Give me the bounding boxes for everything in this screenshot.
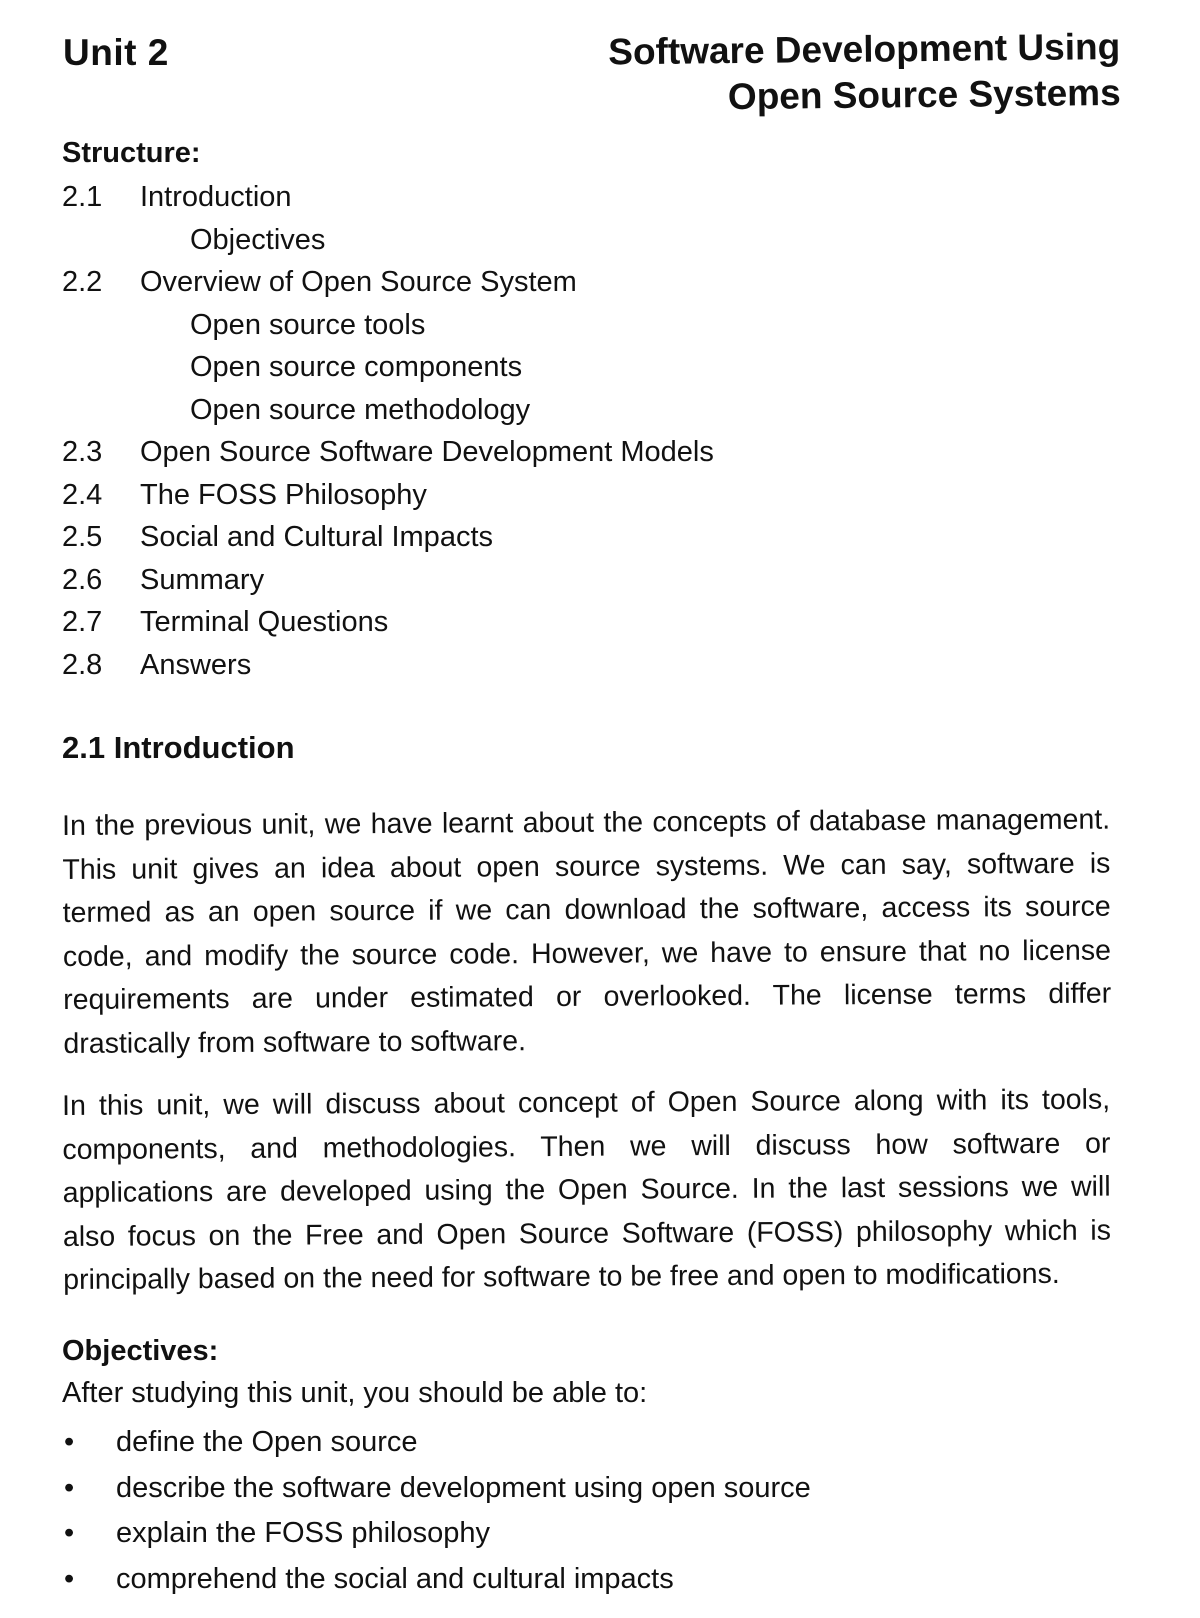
- toc-number: 2.4: [62, 478, 103, 511]
- toc-label: Open source components: [190, 351, 523, 383]
- toc-item: [62, 431, 714, 474]
- toc-label: Open Source Software Development Models: [140, 436, 714, 468]
- toc-label: The FOSS Philosophy: [140, 478, 427, 511]
- toc-label: Open source methodology: [190, 393, 531, 426]
- bullet-icon: •: [64, 1517, 75, 1549]
- introduction-paragraph-2: In this unit, we will discuss about concept of Open Source along with its tools, components, and methodologies. Then we will discuss how software or applications are developed using the Open Source. In the last sessions we will also focus on the Free and Open Source Software (FOSS) philosophy which is principally based on the need for software to be free and open to modifications.: [62, 1083, 1112, 1296]
- toc-item: [62, 559, 714, 602]
- bullet-icon: •: [64, 1562, 75, 1595]
- toc-number: 2.7: [62, 606, 103, 638]
- toc-subitem: [62, 346, 714, 389]
- toc-label: Answers: [140, 648, 252, 681]
- toc-item: [62, 644, 714, 687]
- unit-label: Unit 2: [63, 32, 169, 73]
- toc-item: [62, 474, 714, 517]
- unit-title-line-1: Software Development Using: [608, 25, 1121, 73]
- toc-item: [62, 601, 714, 644]
- toc-subitem: [62, 219, 714, 262]
- list-item: [62, 1466, 811, 1512]
- table-of-contents: [62, 176, 714, 686]
- objective-text: comprehend the social and cultural impacts: [116, 1562, 674, 1595]
- objective-text: explain the FOSS philosophy: [116, 1517, 490, 1549]
- bullet-icon: •: [64, 1426, 75, 1458]
- toc-number: 2.2: [62, 266, 103, 298]
- toc-label: Terminal Questions: [140, 606, 389, 638]
- list-item: [62, 1420, 811, 1466]
- unit-title: [608, 24, 1121, 121]
- objective-text: describe the software development using open source: [116, 1471, 811, 1504]
- toc-item: [62, 516, 714, 559]
- toc-number: 2.3: [62, 436, 103, 468]
- toc-label: Summary: [140, 563, 265, 596]
- introduction-heading: 2.1 Introduction: [62, 730, 295, 765]
- toc-label: Social and Cultural Impacts: [140, 521, 493, 553]
- toc-subitem: [62, 304, 714, 347]
- toc-label: Objectives: [190, 223, 326, 256]
- toc-number: 2.5: [62, 521, 103, 553]
- toc-item: [62, 176, 714, 219]
- toc-number: 2.8: [62, 648, 103, 681]
- toc-item: [62, 261, 714, 304]
- toc-label: Overview of Open Source System: [140, 266, 577, 298]
- structure-heading: Structure:: [62, 137, 201, 169]
- toc-number: 2.6: [62, 563, 103, 596]
- list-item: [62, 1557, 811, 1603]
- toc-number: 2.1: [62, 181, 103, 213]
- objectives-intro: After studying this unit, you should be able to:: [62, 1377, 648, 1409]
- introduction-paragraph-1: In the previous unit, we have learnt about the concepts of database management. This unit gives an idea about open source systems. We can say, software is termed as an open source if we can download the software, access its source code, and modify the source code. However, we have to ensure that no license requirements are under estimated or overlooked. The license terms differ drastically from software to software.: [62, 803, 1112, 1059]
- bullet-icon: •: [64, 1471, 75, 1504]
- list-item: [62, 1511, 811, 1557]
- toc-subitem: [62, 389, 714, 432]
- objective-text: define the Open source: [116, 1426, 418, 1458]
- objectives-list: [62, 1420, 811, 1602]
- toc-label: Open source tools: [190, 308, 426, 341]
- toc-label: Introduction: [140, 181, 292, 213]
- unit-title-line-2: Open Source Systems: [727, 71, 1121, 118]
- objectives-heading: Objectives:: [62, 1335, 219, 1367]
